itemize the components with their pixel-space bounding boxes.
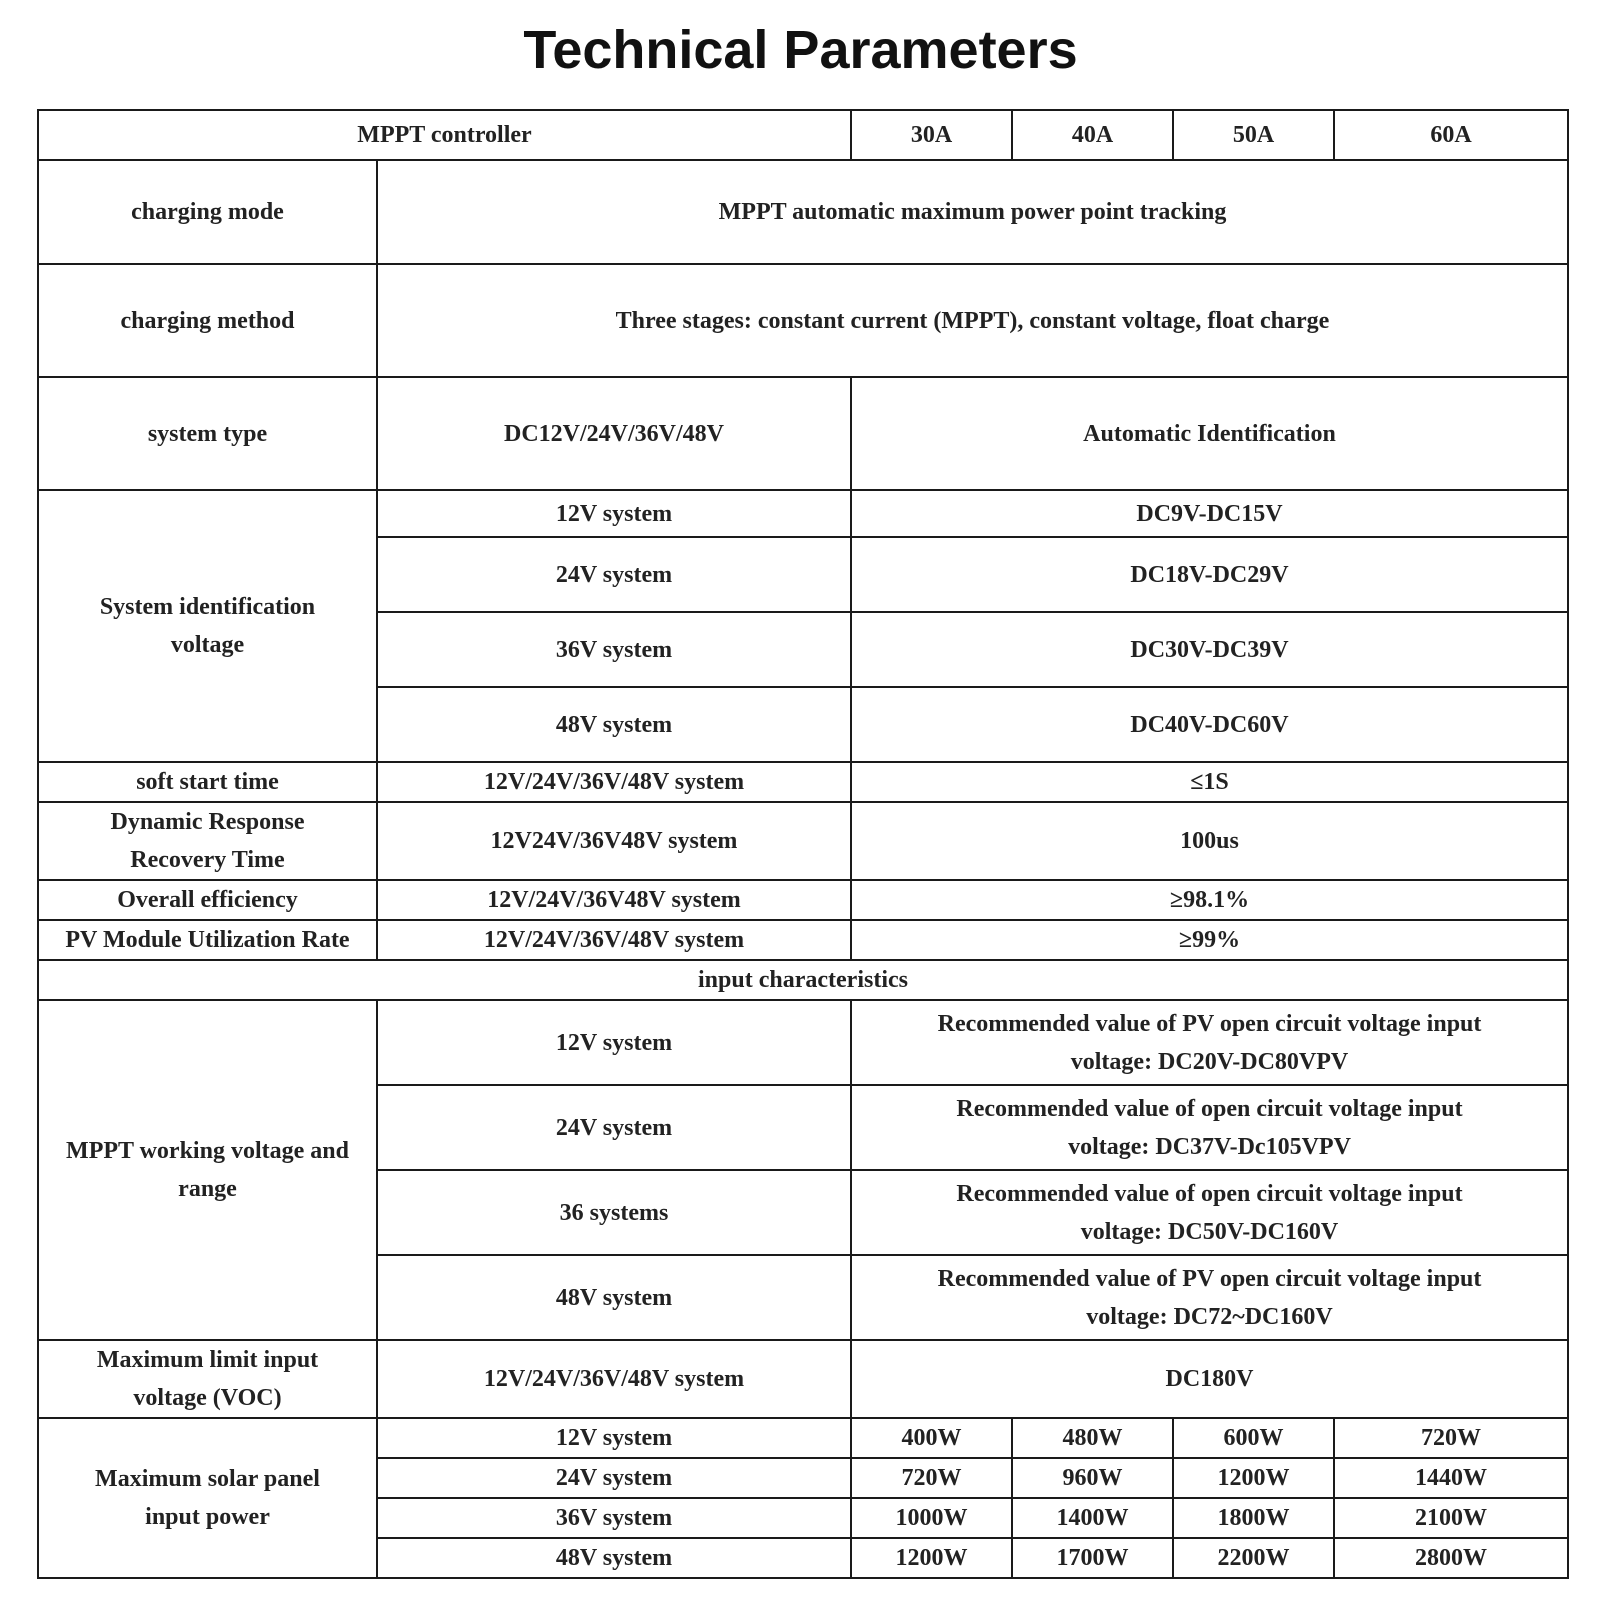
max-power-40a: 960W [1012, 1458, 1173, 1498]
soft-start-row [38, 762, 1568, 802]
max-power-50a: 1800W [1173, 1498, 1334, 1538]
page-title: Technical Parameters [523, 20, 1078, 80]
pv-utilization-system: 12V/24V/36V/48V system [377, 920, 851, 960]
efficiency-row [38, 880, 1568, 920]
pv-utilization-row [38, 920, 1568, 960]
max-power-system: 12V system [377, 1418, 851, 1458]
dynamic-response-row [38, 802, 1568, 880]
charging-mode-value: MPPT automatic maximum power point tracking [377, 160, 1568, 264]
max-power-row [38, 1418, 1568, 1458]
mppt-range-value-line2: voltage: DC72~DC160V [1086, 1303, 1333, 1330]
model-30a: 30A [851, 110, 1012, 160]
mppt-range-label-line1: MPPT working voltage and [66, 1138, 349, 1164]
max-power-50a: 1200W [1173, 1458, 1334, 1498]
identification-range: DC18V-DC29V [851, 537, 1568, 612]
mppt-range-system: 48V system [377, 1255, 851, 1340]
mppt-range-value [851, 1170, 1568, 1255]
mppt-range-label [38, 1000, 377, 1340]
max-power-40a: 1400W [1012, 1498, 1173, 1538]
mppt-range-value [851, 1000, 1568, 1085]
table-header-row [38, 110, 1568, 160]
identification-system: 12V system [377, 490, 851, 537]
dynamic-response-label-line1: Dynamic Response [110, 809, 305, 835]
soft-start-value: ≤1S [851, 762, 1568, 802]
identification-label-line1: System identification [99, 594, 316, 620]
soft-start-label: soft start time [38, 762, 377, 802]
mppt-range-system: 24V system [377, 1085, 851, 1170]
system-type-value: DC12V/24V/36V/48V [377, 377, 851, 490]
max-voltage-value: DC180V [851, 1340, 1568, 1418]
identification-label-line2: voltage [170, 632, 245, 658]
max-voltage-label-line2: voltage (VOC) [133, 1385, 282, 1411]
max-power-30a: 400W [851, 1418, 1012, 1458]
mppt-range-value-line1: Recommended value of open circuit voltage input [956, 1180, 1463, 1207]
mppt-range-value-line2: voltage: DC20V-DC80VPV [1070, 1048, 1349, 1075]
mppt-range-system: 36 systems [377, 1170, 851, 1255]
dynamic-response-system: 12V24V/36V48V system [377, 802, 851, 880]
identification-range: DC40V-DC60V [851, 687, 1568, 762]
mppt-range-system: 12V system [377, 1000, 851, 1085]
mppt-range-value [851, 1085, 1568, 1170]
max-power-50a: 600W [1173, 1418, 1334, 1458]
max-power-system: 36V system [377, 1498, 851, 1538]
identification-range: DC9V-DC15V [851, 490, 1568, 537]
max-power-60a: 1440W [1334, 1458, 1568, 1498]
identification-range: DC30V-DC39V [851, 612, 1568, 687]
dynamic-response-label-line2: Recovery Time [130, 847, 285, 873]
mppt-range-value [851, 1255, 1568, 1340]
model-60a: 60A [1334, 110, 1568, 160]
max-power-system: 24V system [377, 1458, 851, 1498]
system-type-row [38, 377, 1568, 490]
dynamic-response-value: 100us [851, 802, 1568, 880]
input-section-row [38, 960, 1568, 1000]
max-power-label [38, 1418, 377, 1578]
charging-method-row [38, 264, 1568, 377]
model-50a: 50A [1173, 110, 1334, 160]
max-voltage-label-line1: Maximum limit input [96, 1347, 319, 1373]
soft-start-system: 12V/24V/36V/48V system [377, 762, 851, 802]
mppt-range-value-line1: Recommended value of PV open circuit voltage input [937, 1265, 1482, 1292]
input-section-heading: input characteristics [38, 960, 1568, 1000]
identification-label [38, 490, 377, 762]
efficiency-value: ≥98.1% [851, 880, 1568, 920]
max-power-30a: 720W [851, 1458, 1012, 1498]
max-power-50a: 2200W [1173, 1538, 1334, 1578]
max-voltage-label [38, 1340, 377, 1418]
system-type-note: Automatic Identification [851, 377, 1568, 490]
max-power-40a: 1700W [1012, 1538, 1173, 1578]
mppt-range-value-line1: Recommended value of PV open circuit voltage input [937, 1010, 1482, 1037]
max-power-40a: 480W [1012, 1418, 1173, 1458]
max-power-label-line1: Maximum solar panel [95, 1466, 320, 1492]
mppt-range-value-line2: voltage: DC50V-DC160V [1080, 1218, 1339, 1245]
max-power-60a: 2100W [1334, 1498, 1568, 1538]
mppt-range-value-line2: voltage: DC37V-Dc105VPV [1068, 1133, 1351, 1160]
max-voltage-row [38, 1340, 1568, 1418]
dynamic-response-label [38, 802, 377, 880]
max-power-30a: 1200W [851, 1538, 1012, 1578]
identification-row [38, 490, 1568, 537]
model-40a: 40A [1012, 110, 1173, 160]
mppt-range-label-line2: range [178, 1176, 237, 1202]
max-power-60a: 2800W [1334, 1538, 1568, 1578]
charging-mode-row [38, 160, 1568, 264]
identification-system: 48V system [377, 687, 851, 762]
parameters-table [37, 109, 1569, 1579]
identification-system: 36V system [377, 612, 851, 687]
pv-utilization-label: PV Module Utilization Rate [38, 920, 377, 960]
efficiency-label: Overall efficiency [38, 880, 377, 920]
max-power-system: 48V system [377, 1538, 851, 1578]
charging-method-label: charging method [38, 264, 377, 377]
max-power-label-line2: input power [145, 1504, 270, 1530]
system-type-label: system type [38, 377, 377, 490]
max-power-30a: 1000W [851, 1498, 1012, 1538]
mppt-range-row [38, 1000, 1568, 1085]
charging-method-value: Three stages: constant current (MPPT), constant voltage, float charge [377, 264, 1568, 377]
charging-mode-label: charging mode [38, 160, 377, 264]
identification-system: 24V system [377, 537, 851, 612]
header-label: MPPT controller [38, 110, 851, 160]
mppt-range-value-line1: Recommended value of open circuit voltage input [956, 1095, 1463, 1122]
efficiency-system: 12V/24V/36V48V system [377, 880, 851, 920]
pv-utilization-value: ≥99% [851, 920, 1568, 960]
max-power-60a: 720W [1334, 1418, 1568, 1458]
max-voltage-system: 12V/24V/36V/48V system [377, 1340, 851, 1418]
